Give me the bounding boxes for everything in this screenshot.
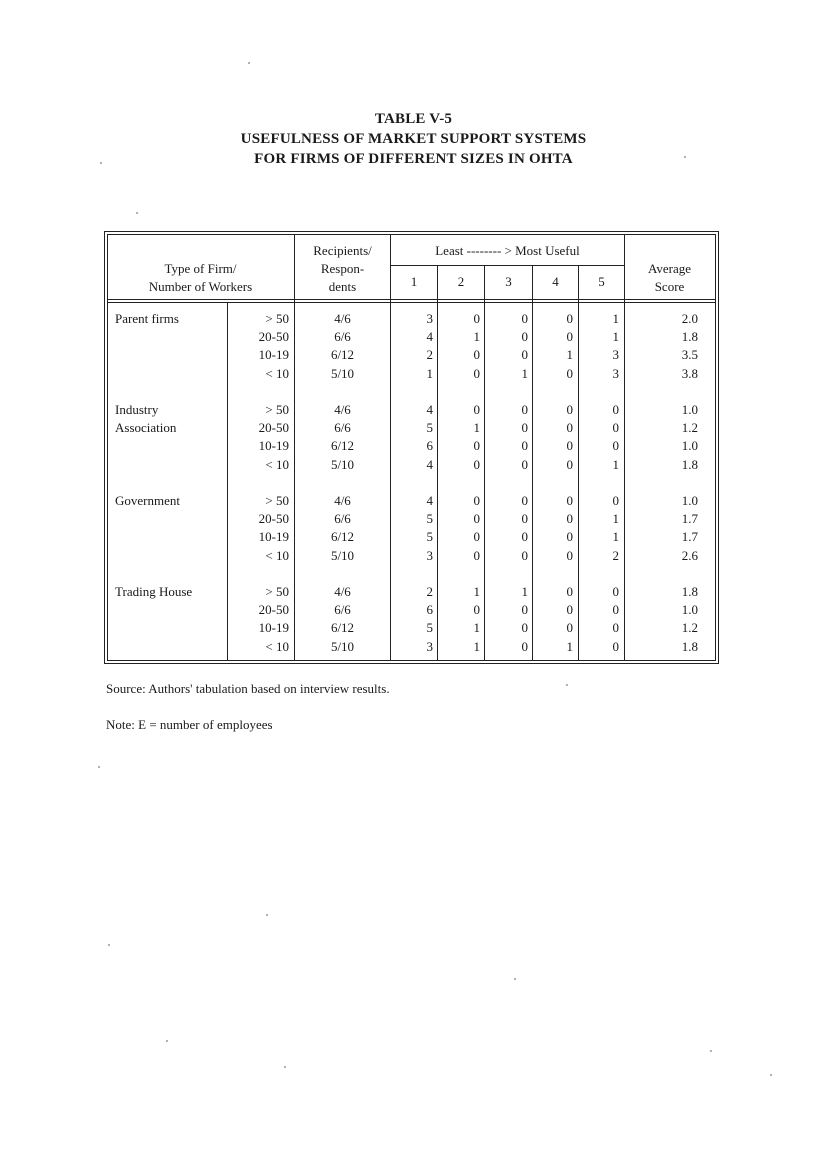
table-cell-s4: 0 bbox=[566, 620, 573, 636]
table-cell-s3: 1 bbox=[521, 365, 528, 381]
data-table bbox=[104, 231, 719, 664]
table-cell-recip: 4/6 bbox=[334, 402, 351, 417]
table-cell-s5: 1 bbox=[612, 529, 619, 545]
table-cell-avg: 1.0 bbox=[681, 402, 698, 417]
table-cell-s4: 0 bbox=[566, 365, 573, 381]
table-cell-s4: 0 bbox=[566, 529, 573, 545]
table-cell-size: > 50 bbox=[265, 402, 289, 417]
table-cell-s3: 0 bbox=[521, 402, 528, 417]
scan-speck bbox=[166, 1040, 168, 1042]
title-line-3: FOR FIRMS OF DIFFERENT SIZES IN OHTA bbox=[254, 151, 573, 167]
table-cell-recip: 6/12 bbox=[330, 620, 355, 636]
table-cell-s2: 0 bbox=[473, 365, 480, 381]
table-cell-s2: 0 bbox=[473, 347, 480, 363]
table-cell-s1: 2 bbox=[426, 584, 433, 599]
title-line-2: USEFULNESS OF MARKET SUPPORT SYSTEMS bbox=[240, 131, 587, 147]
table-cell-s4: 0 bbox=[566, 438, 573, 454]
group-name: Parent firms bbox=[115, 311, 179, 326]
table-cell-avg: 1.2 bbox=[681, 620, 698, 636]
table-cell-s1: 5 bbox=[426, 511, 433, 527]
table-cell-s5: 3 bbox=[612, 347, 619, 363]
table-cell-s5: 0 bbox=[612, 602, 619, 618]
table-cell-s5: 1 bbox=[612, 329, 619, 345]
footnote: Note: E = number of employees bbox=[106, 717, 273, 732]
rule-h-scale bbox=[390, 265, 624, 266]
source-note: Source: Authors' tabulation based on interview results. bbox=[106, 681, 390, 696]
table-cell-s1: 4 bbox=[426, 402, 433, 417]
table-cell-size: 20-50 bbox=[258, 511, 289, 527]
table-cell-s2: 0 bbox=[473, 311, 480, 326]
table-cell-avg: 1.0 bbox=[681, 602, 698, 618]
table-cell-recip: 4/6 bbox=[334, 584, 351, 599]
table-cell-s5: 1 bbox=[612, 311, 619, 326]
table-cell-recip: 6/12 bbox=[330, 438, 355, 454]
table-cell-s1: 4 bbox=[426, 493, 433, 508]
table-cell-s2: 0 bbox=[473, 529, 480, 545]
table-cell-s5: 0 bbox=[612, 420, 619, 436]
table-cell-avg: 2.0 bbox=[681, 311, 698, 326]
table-cell-recip: 6/12 bbox=[330, 347, 355, 363]
table-cell-s4: 0 bbox=[566, 511, 573, 527]
scan-speck bbox=[108, 944, 110, 946]
table-cell-avg: 1.7 bbox=[681, 529, 698, 545]
header-score-5: 5 bbox=[598, 274, 605, 289]
table-cell-avg: 1.8 bbox=[681, 329, 698, 345]
table-cell-s2: 1 bbox=[473, 638, 480, 654]
table-title bbox=[0, 109, 827, 169]
table-cell-s3: 0 bbox=[521, 620, 528, 636]
table-cell-s4: 0 bbox=[566, 420, 573, 436]
table-cell-recip: 4/6 bbox=[334, 311, 351, 326]
table-cell-s5: 1 bbox=[612, 511, 619, 527]
scan-speck bbox=[98, 766, 100, 768]
group-name: Trading House bbox=[115, 584, 193, 599]
table-cell-avg: 1.8 bbox=[681, 638, 698, 654]
table-cell-s5: 2 bbox=[612, 547, 619, 563]
table-cell-s1: 5 bbox=[426, 420, 433, 436]
scan-speck bbox=[514, 978, 516, 980]
table-cell-size: 10-19 bbox=[258, 347, 289, 363]
scan-speck bbox=[566, 684, 568, 686]
header-recipients-line1: Recipients/ bbox=[313, 243, 372, 258]
table-cell-s4: 0 bbox=[566, 456, 573, 472]
table-cell-recip: 4/6 bbox=[334, 493, 351, 508]
table-cell-size: 20-50 bbox=[258, 329, 289, 345]
table-cell-s3: 0 bbox=[521, 420, 528, 436]
header-type-line2: Number of Workers bbox=[148, 279, 253, 294]
table-cell-s2: 1 bbox=[473, 620, 480, 636]
group-name-line2: Association bbox=[115, 420, 177, 436]
table-cell-s3: 0 bbox=[521, 511, 528, 527]
table-cell-s3: 0 bbox=[521, 547, 528, 563]
table-cell-s1: 3 bbox=[426, 311, 433, 326]
group-name: Government bbox=[115, 493, 180, 508]
table-cell-s3: 0 bbox=[521, 529, 528, 545]
header-type bbox=[109, 260, 292, 296]
table-cell-recip: 5/10 bbox=[330, 456, 355, 472]
table-cell-s3: 0 bbox=[521, 329, 528, 345]
table-cell-size: < 10 bbox=[265, 456, 289, 472]
table-cell-size: 10-19 bbox=[258, 438, 289, 454]
table-cell-recip: 6/6 bbox=[334, 602, 351, 618]
scan-speck bbox=[136, 212, 138, 214]
table-cell-s4: 0 bbox=[566, 311, 573, 326]
table-cell-s5: 0 bbox=[612, 402, 619, 417]
table-cell-recip: 6/6 bbox=[334, 329, 351, 345]
table-cell-size: < 10 bbox=[265, 638, 289, 654]
rule-h-header-double bbox=[107, 302, 716, 303]
table-cell-recip: 5/10 bbox=[330, 638, 355, 654]
table-cell-size: 10-19 bbox=[258, 529, 289, 545]
table-cell-avg: 1.0 bbox=[681, 493, 698, 508]
table-cell-s2: 0 bbox=[473, 438, 480, 454]
table-cell-size: > 50 bbox=[265, 311, 289, 326]
scan-speck bbox=[266, 914, 268, 916]
table-cell-s1: 5 bbox=[426, 529, 433, 545]
table-cell-s5: 0 bbox=[612, 620, 619, 636]
table-cell-size: 20-50 bbox=[258, 602, 289, 618]
table-cell-s1: 2 bbox=[426, 347, 433, 363]
header-recipients bbox=[295, 242, 390, 296]
header-score-2: 2 bbox=[457, 274, 465, 289]
table-cell-avg: 3.8 bbox=[681, 365, 698, 381]
table-cell-size: 10-19 bbox=[258, 620, 289, 636]
table-cell-s3: 0 bbox=[521, 438, 528, 454]
table-cell-s2: 1 bbox=[473, 420, 480, 436]
table-cell-avg: 1.7 bbox=[681, 511, 698, 527]
table-cell-avg: 1.0 bbox=[681, 438, 698, 454]
header-score-3: 3 bbox=[505, 274, 512, 289]
table-cell-s1: 6 bbox=[426, 602, 433, 618]
table-cell-s3: 1 bbox=[521, 584, 528, 599]
table-cell-recip: 5/10 bbox=[330, 547, 355, 563]
header-scale: Least -------- > Most Useful bbox=[435, 243, 580, 258]
scan-speck bbox=[284, 1066, 286, 1068]
table-cell-size: 20-50 bbox=[258, 420, 289, 436]
table-cell-s1: 3 bbox=[426, 547, 433, 563]
table-cell-s5: 0 bbox=[612, 638, 619, 654]
table-cell-s1: 4 bbox=[426, 456, 433, 472]
scan-speck bbox=[770, 1074, 772, 1076]
table-cell-recip: 6/6 bbox=[334, 420, 351, 436]
table-cell-recip: 6/12 bbox=[330, 529, 355, 545]
table-cell-avg: 2.6 bbox=[681, 547, 698, 563]
header-average bbox=[625, 260, 714, 296]
table-cell-s5: 3 bbox=[612, 365, 619, 381]
table-cell-avg: 1.2 bbox=[681, 420, 698, 436]
table-cell-s5: 0 bbox=[612, 438, 619, 454]
header-recipients-line2: Respon- bbox=[320, 261, 365, 276]
scan-speck bbox=[248, 62, 250, 64]
table-cell-avg: 1.8 bbox=[681, 456, 698, 472]
table-cell-s1: 6 bbox=[426, 438, 433, 454]
table-cell-s3: 0 bbox=[521, 602, 528, 618]
table-cell-s4: 0 bbox=[566, 602, 573, 618]
header-average-line2: Score bbox=[654, 279, 685, 294]
table-cell-s5: 0 bbox=[612, 493, 619, 508]
table-cell-s4: 1 bbox=[566, 638, 573, 654]
table-cell-s1: 3 bbox=[426, 638, 433, 654]
scan-speck bbox=[710, 1050, 712, 1052]
table-cell-s3: 0 bbox=[521, 347, 528, 363]
table-cell-s2: 0 bbox=[473, 456, 480, 472]
table-cell-s2: 0 bbox=[473, 493, 480, 508]
table-cell-recip: 5/10 bbox=[330, 365, 355, 381]
table-cell-s3: 0 bbox=[521, 493, 528, 508]
table-cell-s2: 0 bbox=[473, 547, 480, 563]
header-type-line1: Type of Firm/ bbox=[164, 261, 237, 276]
table-cell-s3: 0 bbox=[521, 456, 528, 472]
table-cell-s1: 5 bbox=[426, 620, 433, 636]
group-name: Industry bbox=[115, 402, 159, 417]
table-cell-avg: 3.5 bbox=[681, 347, 698, 363]
table-cell-s5: 1 bbox=[612, 456, 619, 472]
header-average-line1: Average bbox=[647, 261, 692, 276]
table-cell-s4: 0 bbox=[566, 402, 573, 417]
table-cell-s4: 0 bbox=[566, 547, 573, 563]
table-cell-s4: 0 bbox=[566, 329, 573, 345]
table-cell-s3: 0 bbox=[521, 311, 528, 326]
header-score-1: 1 bbox=[410, 274, 418, 289]
table-cell-size: < 10 bbox=[265, 365, 289, 381]
table-cell-s2: 0 bbox=[473, 402, 480, 417]
table-cell-s5: 0 bbox=[612, 584, 619, 599]
table-cell-s2: 1 bbox=[473, 329, 480, 345]
table-cell-s1: 4 bbox=[426, 329, 433, 345]
table-cell-s4: 1 bbox=[566, 347, 573, 363]
table-cell-s4: 0 bbox=[566, 584, 573, 599]
rule-h-header bbox=[107, 299, 716, 300]
table-cell-s3: 0 bbox=[521, 638, 528, 654]
table-cell-s2: 0 bbox=[473, 602, 480, 618]
table-cell-s1: 1 bbox=[426, 365, 433, 381]
table-cell-s2: 1 bbox=[473, 584, 480, 599]
table-cell-size: > 50 bbox=[265, 493, 289, 508]
header-score-4: 4 bbox=[552, 274, 559, 289]
table-cell-size: > 50 bbox=[265, 584, 289, 599]
header-recipients-line3: dents bbox=[328, 279, 357, 294]
table-cell-s2: 0 bbox=[473, 511, 480, 527]
table-cell-avg: 1.8 bbox=[681, 584, 698, 599]
table-cell-size: < 10 bbox=[265, 547, 289, 563]
table-cell-s4: 0 bbox=[566, 493, 573, 508]
table-number: TABLE V-5 bbox=[374, 111, 453, 127]
table-cell-recip: 6/6 bbox=[334, 511, 351, 527]
